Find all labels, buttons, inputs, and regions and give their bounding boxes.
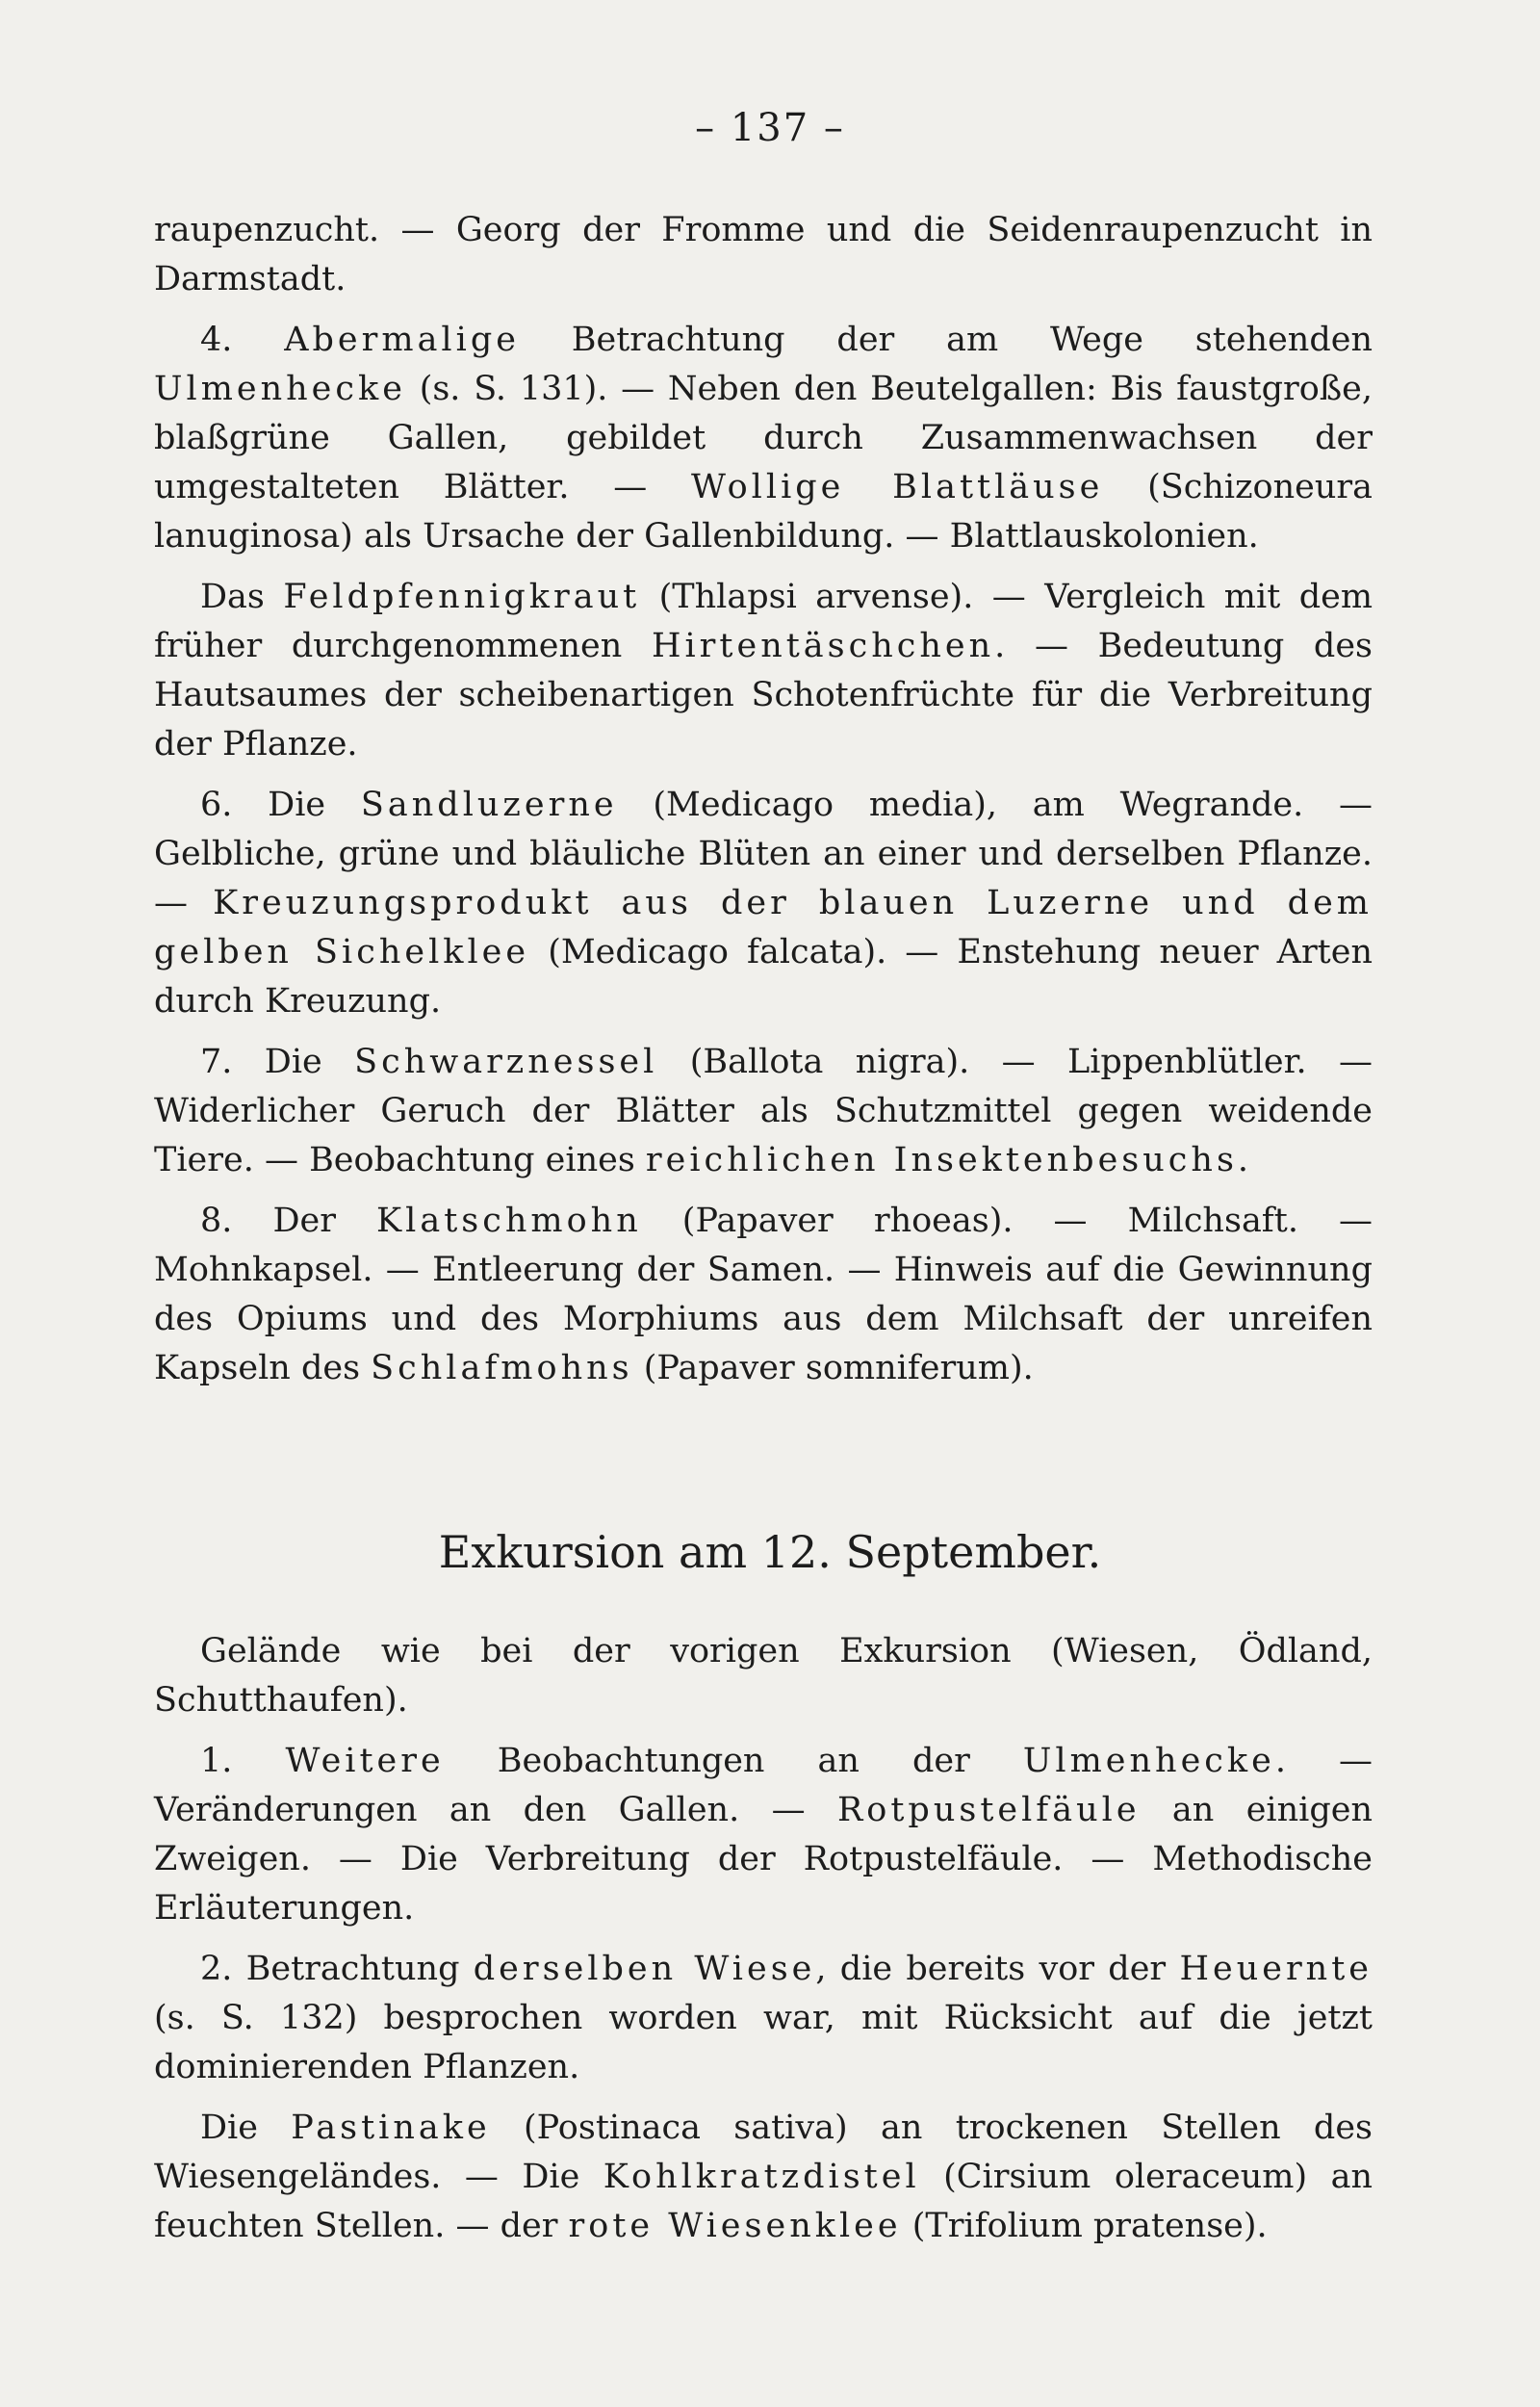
text-run: . <box>1237 1141 1249 1179</box>
text-run: raupenzucht. — Georg der Fromme und die Seidenraupenzucht in Darmstadt. <box>154 211 1373 298</box>
paragraph <box>154 316 1373 561</box>
text-run: 7. Die <box>200 1043 355 1081</box>
text-run: (Thlapsi arvense). — Vergleich mit dem früher durchgenommenen <box>154 578 1373 665</box>
emphasized-text: Hirtentäschchen <box>651 627 995 665</box>
emphasized-text: Klatschmohn <box>376 1202 642 1240</box>
text-run: (Trifolium pratense). <box>901 2207 1268 2245</box>
emphasized-text: Weitere <box>285 1742 445 1780</box>
text-run: Gelände wie bei der vorigen Exkursion (Wiesen, Ödland, Schutthaufen). <box>154 1632 1373 1720</box>
text-run: (Medicago media), am Wegrande. — Gelbliche, grüne und bläuliche Blüten an einer und derselben Pflanze. — <box>154 786 1373 922</box>
emphasized-text: Ulmenhecke <box>154 370 406 408</box>
paragraph <box>154 2104 1373 2251</box>
emphasized-text: Abermalige <box>284 321 520 359</box>
text-run: Betrachtung der am Wege stehenden <box>519 321 1373 359</box>
text-run: Beobachtungen an der <box>444 1742 1023 1780</box>
text-run: (Schizoneura lanuginosa) als Ursache der Gallenbildung. — Blattlauskolonien. <box>154 468 1373 556</box>
paragraph <box>154 1737 1373 1933</box>
emphasized-text: Feldpfennigkraut <box>283 578 641 616</box>
emphasized-text: Rotpustelfäule <box>836 1791 1141 1829</box>
text-block-bottom <box>154 1627 1373 2263</box>
emphasized-text: Sandluzerne <box>360 786 618 824</box>
emphasized-text: Schlafmohns <box>371 1349 633 1387</box>
text-block-top <box>154 206 1373 1405</box>
paragraph <box>154 206 1373 304</box>
paragraph <box>154 1627 1373 1725</box>
emphasized-text: Kreuzungsprodukt aus der blauen Luzerne und dem gelben Sichelklee <box>154 884 1373 971</box>
paragraph <box>154 781 1373 1026</box>
text-run: (Medicago falcata). — Enstehung neuer Arten durch Kreuzung. <box>154 933 1373 1021</box>
text-run: 4. <box>200 321 285 359</box>
text-run: 1. <box>200 1742 286 1780</box>
page-number: – 137 – <box>695 106 845 150</box>
text-run: Das <box>200 578 284 616</box>
paragraph <box>154 1945 1373 2092</box>
text-run: (Papaver rhoeas). — Milchsaft. — Mohnkapsel. — Entleerung der Samen. — Hinweis auf die Gewinnung des Opiums und des Morphiums aus dem Milchsaft der unreifen Kapseln des <box>154 1202 1373 1387</box>
text-run: (s. S. 132) besprochen worden war, mit Rücksicht auf die jetzt dominierenden Pflanzen. <box>154 1999 1373 2086</box>
text-run: (s. S. 131). — Neben den Beutelgallen: Bis faustgroße, blaßgrüne Gallen, gebildet durch Zusammenwachsen der umgestalteten Blätter. — <box>154 370 1373 506</box>
text-run: an einigen Zweigen. — Die Verbreitung der Rotpustelfäule. — Methodische Erläuterungen. <box>154 1791 1373 1928</box>
emphasized-text: Kohlkratzdistel <box>603 2158 920 2196</box>
text-run: (Ballota nigra). — Lippenblütler. — Widerlicher Geruch der Blätter als Schutzmittel gegen weidende Tiere. — Beobachtung eines <box>154 1043 1373 1179</box>
paragraph <box>154 573 1373 769</box>
text-run: . — Bedeutung des Hautsaumes der scheibenartigen Schotenfrüchte für die Verbreitung der Pflanze. <box>154 627 1373 764</box>
emphasized-text: derselben Wiese <box>473 1950 816 1988</box>
text-run: (Papaver somniferum). <box>632 1349 1034 1387</box>
paragraph <box>154 1038 1373 1185</box>
emphasized-text: Schwarznessel <box>354 1043 658 1081</box>
emphasized-text: reichlichen Insektenbesuchs <box>645 1141 1238 1179</box>
text-run: . — Veränderungen an den Gallen. — <box>154 1742 1373 1829</box>
text-run: 6. Die <box>200 786 361 824</box>
section-heading: Exkursion am 12. September. <box>438 1526 1102 1578</box>
emphasized-text: Heuernte <box>1179 1950 1373 1988</box>
text-run: 8. Der <box>200 1202 377 1240</box>
text-run: Die <box>200 2109 292 2147</box>
text-run: 2. Betrachtung <box>200 1950 474 1988</box>
emphasized-text: Pastinake <box>291 2109 491 2147</box>
emphasized-text: Ulmenhecke <box>1022 1742 1275 1780</box>
text-run: , die bereits vor der <box>815 1950 1180 1988</box>
text-run: (Cirsium oleraceum) an feuchten Stellen. — der <box>154 2158 1373 2245</box>
text-run: (Postinaca sativa) an trockenen Stellen des Wiesengeländes. — Die <box>154 2109 1373 2196</box>
paragraph <box>154 1197 1373 1393</box>
emphasized-text: rote Wiesenklee <box>568 2207 902 2245</box>
emphasized-text: Wollige Blattläuse <box>691 468 1104 506</box>
